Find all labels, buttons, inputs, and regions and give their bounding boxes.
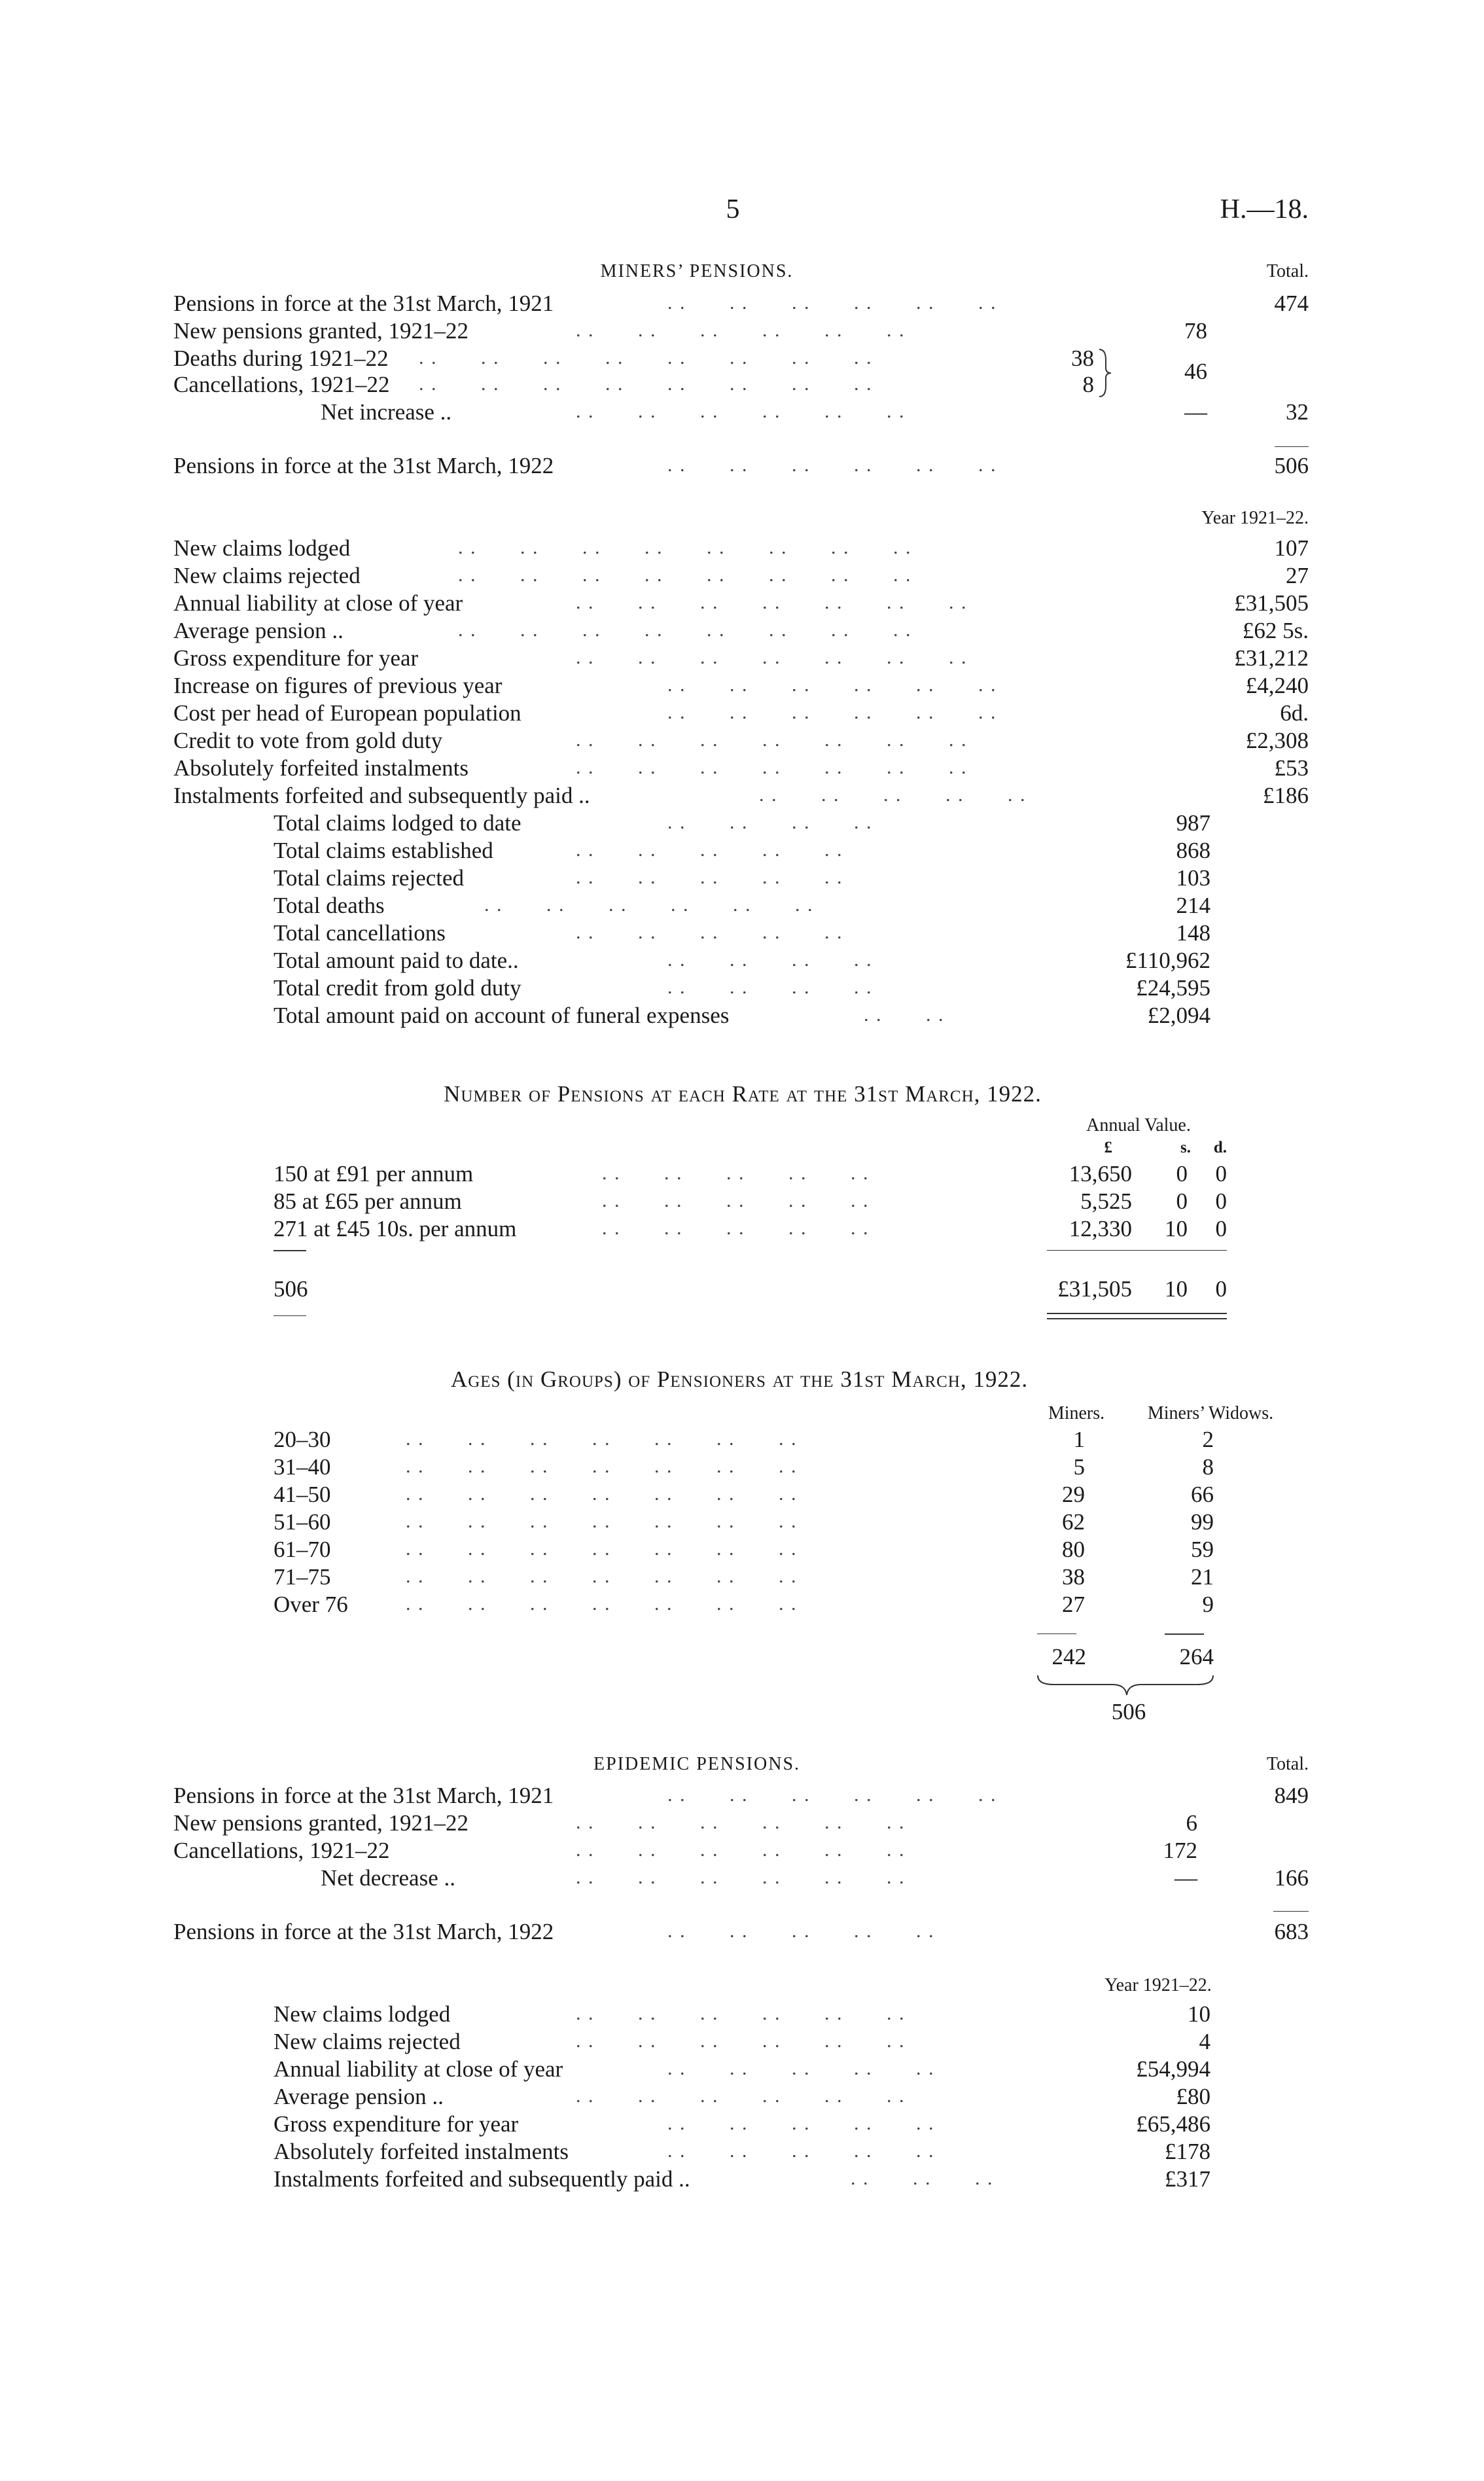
epidemic-total-label: Total. <box>1266 1754 1309 1774</box>
list-item-value: £110,962 <box>1125 948 1210 973</box>
table-row: 71–75 <box>274 1564 331 1590</box>
list-item: Cost per head of European population <box>173 700 521 726</box>
table-row: 150 at £91 per annum <box>274 1161 474 1187</box>
epidemic-cancellations-value: 172 <box>1163 1838 1197 1863</box>
list-item-value: £80 <box>1176 2084 1210 2109</box>
list-item: New claims lodged <box>173 535 351 561</box>
list-item: Total amount paid on account of funeral expenses <box>274 1003 730 1028</box>
table-row: 20–30 <box>274 1427 331 1452</box>
epidemic-year-label: Year 1921–22. <box>1104 1975 1212 1995</box>
list-item-value: £4,240 <box>1245 673 1309 698</box>
miners-granted-value: 78 <box>1184 318 1207 344</box>
list-item-value: £317 <box>1165 2166 1210 2192</box>
epidemic-cancellations-label: Cancellations, 1921–22 <box>173 1838 390 1863</box>
brace-icon <box>1034 1673 1217 1699</box>
rate-shillings: 10 <box>1165 1216 1188 1241</box>
ages-title: Ages (in Groups) of Pensioners at the 31st March, 1922. <box>450 1366 1029 1392</box>
rate-pounds: 13,650 <box>1069 1161 1132 1187</box>
rates-total-count: 506 <box>274 1276 308 1302</box>
table-row: 271 at £45 10s. per annum <box>274 1216 517 1241</box>
list-item: Annual liability at close of year <box>274 2056 563 2082</box>
miners-in-force-1921-value: 474 <box>1274 291 1309 316</box>
miners-cancellations-value: 8 <box>1082 372 1094 397</box>
col-widows: Miners’ Widows. <box>1147 1403 1274 1423</box>
list-item: Total credit from gold duty <box>274 975 521 1001</box>
epidemic-net-decrease-label: Net decrease .. <box>321 1865 455 1891</box>
rates-total-shillings: 10 <box>1165 1276 1188 1302</box>
list-item-value: £62 5s. <box>1242 618 1309 643</box>
miners-in-force-1922-label: Pensions in force at the 31st March, 1922 <box>173 453 554 478</box>
table-row: 31–40 <box>274 1454 331 1480</box>
col-shillings: s. <box>1180 1139 1191 1156</box>
list-item-value: £186 <box>1263 783 1309 808</box>
list-item-value: 103 <box>1176 865 1210 891</box>
annual-value-label: Annual Value. <box>1086 1115 1191 1135</box>
miners-granted-label: New pensions granted, 1921–22 <box>173 318 469 344</box>
list-item-value: £24,595 <box>1136 975 1210 1001</box>
miners-year-label: Year 1921–22. <box>1201 508 1309 528</box>
list-item-value: 214 <box>1176 893 1210 918</box>
ages-total-widows: 264 <box>1179 1644 1214 1669</box>
rate-pence: 0 <box>1215 1161 1227 1187</box>
miners-section-title: MINERS’ PENSIONS. <box>600 261 794 281</box>
table-row: Over 76 <box>274 1592 348 1617</box>
list-item: Average pension .. <box>173 618 344 643</box>
rates-total-pence: 0 <box>1215 1276 1227 1302</box>
miners-net-increase-dash: — <box>1184 399 1207 425</box>
epidemic-in-force-1921-value: 849 <box>1274 1783 1309 1808</box>
table-row: 51–60 <box>274 1509 331 1535</box>
age-widows: 59 <box>1191 1537 1214 1562</box>
list-item-value: 107 <box>1274 535 1309 561</box>
age-widows: 66 <box>1191 1482 1214 1507</box>
col-pounds: £ <box>1104 1139 1112 1156</box>
list-item-value: £178 <box>1165 2139 1210 2164</box>
list-item: New claims rejected <box>173 563 361 588</box>
list-item: New claims lodged <box>274 2001 451 2027</box>
epidemic-in-force-1922-label: Pensions in force at the 31st March, 1922 <box>173 1919 554 1944</box>
rate-pence: 0 <box>1215 1216 1227 1241</box>
list-item-value: £31,212 <box>1234 645 1309 671</box>
list-item: Average pension .. <box>274 2084 444 2109</box>
list-item: Total claims rejected <box>274 865 465 891</box>
col-miners: Miners. <box>1048 1403 1105 1423</box>
age-miners: 38 <box>1062 1564 1085 1590</box>
list-item: Instalments forfeited and subsequently paid .. <box>274 2166 690 2192</box>
list-item: Increase on figures of previous year <box>173 673 503 698</box>
list-item-value: 987 <box>1176 810 1210 836</box>
list-item-value: £2,308 <box>1245 728 1309 753</box>
brace-icon <box>1097 347 1112 399</box>
rates-total-pounds: £31,505 <box>1057 1276 1132 1302</box>
age-miners: 5 <box>1073 1454 1085 1480</box>
miners-deaths-label: Deaths during 1921–22 <box>173 346 389 371</box>
col-pence: d. <box>1213 1139 1227 1156</box>
age-widows: 9 <box>1202 1592 1214 1617</box>
age-miners: 29 <box>1062 1482 1085 1507</box>
list-item: Total cancellations <box>274 920 446 946</box>
rate-shillings: 0 <box>1176 1161 1188 1187</box>
list-item-value: 148 <box>1176 920 1210 946</box>
miners-cancellations-label: Cancellations, 1921–22 <box>173 372 390 397</box>
ages-total-miners: 242 <box>1051 1644 1086 1669</box>
list-item-value: 27 <box>1286 563 1309 588</box>
list-item: Instalments forfeited and subsequently paid .. <box>173 783 590 808</box>
age-miners: 1 <box>1073 1427 1085 1452</box>
list-item: Total claims established <box>274 838 493 863</box>
rate-pounds: 12,330 <box>1069 1216 1132 1241</box>
epidemic-in-force-1921-label: Pensions in force at the 31st March, 1921 <box>173 1783 554 1808</box>
rate-shillings: 0 <box>1176 1188 1188 1214</box>
list-item-value: 10 <box>1188 2001 1210 2027</box>
list-item-value: £53 <box>1274 755 1309 781</box>
epidemic-granted-label: New pensions granted, 1921–22 <box>173 1810 469 1836</box>
age-widows: 2 <box>1202 1427 1214 1452</box>
epidemic-net-decrease-dash: — <box>1175 1865 1197 1891</box>
age-miners: 80 <box>1062 1537 1085 1562</box>
age-widows: 21 <box>1191 1564 1214 1590</box>
epidemic-granted-value: 6 <box>1186 1810 1197 1836</box>
table-row: 61–70 <box>274 1537 331 1562</box>
epidemic-net-decrease-value: 166 <box>1274 1865 1309 1891</box>
table-row: 41–50 <box>274 1482 331 1507</box>
list-item: Absolutely forfeited instalments <box>173 755 469 781</box>
epidemic-section-title: EPIDEMIC PENSIONS. <box>593 1754 801 1774</box>
miners-net-increase-value: 32 <box>1286 399 1309 425</box>
list-item: New claims rejected <box>274 2029 461 2054</box>
list-item: Gross expenditure for year <box>173 645 419 671</box>
table-row: 85 at £65 per annum <box>274 1188 462 1214</box>
list-item: Absolutely forfeited instalments <box>274 2139 569 2164</box>
list-item-value: £2,094 <box>1147 1003 1210 1028</box>
list-item-value: £31,505 <box>1234 590 1309 616</box>
age-widows: 8 <box>1202 1454 1214 1480</box>
age-widows: 99 <box>1191 1509 1214 1535</box>
list-item: Credit to vote from gold duty <box>173 728 443 753</box>
list-item-value: 6d. <box>1280 700 1309 726</box>
rate-pounds: 5,525 <box>1080 1188 1132 1214</box>
ages-grand-total: 506 <box>1111 1699 1146 1724</box>
list-item-value: £65,486 <box>1136 2111 1210 2137</box>
miners-in-force-1921-label: Pensions in force at the 31st March, 1921 <box>173 291 554 316</box>
miners-net-increase-label: Net increase .. <box>321 399 452 425</box>
miners-in-force-1922-value: 506 <box>1274 453 1309 478</box>
age-miners: 27 <box>1062 1592 1085 1617</box>
list-item: Gross expenditure for year <box>274 2111 519 2137</box>
age-miners: 62 <box>1062 1509 1085 1535</box>
miners-total-label: Total. <box>1266 261 1309 281</box>
list-item-value: 4 <box>1199 2029 1210 2054</box>
epidemic-in-force-1922-value: 683 <box>1274 1919 1309 1944</box>
rate-pence: 0 <box>1215 1188 1227 1214</box>
list-item-value: £54,994 <box>1136 2056 1210 2082</box>
list-item-value: 868 <box>1176 838 1210 863</box>
list-item: Total claims lodged to date <box>274 810 521 836</box>
list-item: Total amount paid to date.. <box>274 948 519 973</box>
rates-title: Number of Pensions at each Rate at the 31st March, 1922. <box>444 1081 1042 1107</box>
list-item: Annual liability at close of year <box>173 590 463 616</box>
list-item: Total deaths <box>274 893 385 918</box>
miners-deaths-value: 38 <box>1071 346 1094 371</box>
document-reference: H.—18. <box>1220 194 1309 224</box>
page-number: 5 <box>726 194 740 224</box>
miners-deaths-cancel-total: 46 <box>1184 359 1207 384</box>
